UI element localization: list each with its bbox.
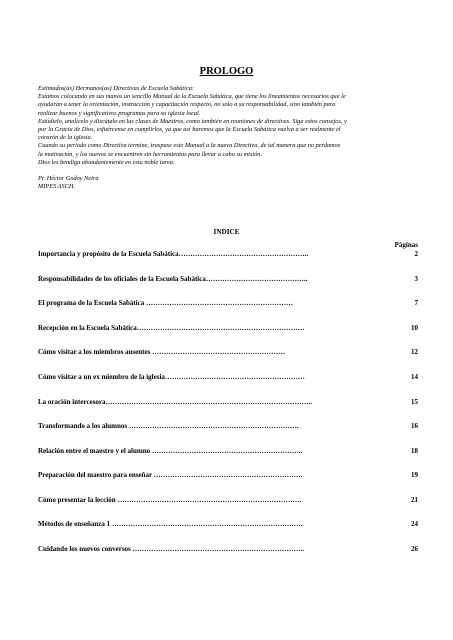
toc-entry-title: Preparación del maestro para enseñar ………………………………………………………. [38,471,303,479]
prologue-line: Dios les bendiga abundantemente en esta noble tarea. [38,158,175,166]
toc-entry-title: Recepción en la Escuela Sabática……………………………………………………………… [38,324,305,332]
toc-entry[interactable] [38,274,418,284]
prologue-line: la motivación, y los nuevos se encuentren sin herramientas para llevar a cabo su misión. [38,150,262,158]
toc-entry-title: Transformando a los alumnos ………………………………………………………………. [38,422,299,430]
toc-entry-page: 15 [411,398,418,406]
prologue-line: Estimados(as) Hermanos(as) Directivas de Escuela Sabática: [38,85,194,92]
toc-entry-page: 26 [411,545,418,553]
toc-entry-title: La oración intercesora…………………………………………………………………………….. [38,398,313,406]
toc-entry[interactable] [38,421,418,431]
toc-entry[interactable] [38,397,418,407]
toc-entry-page: 19 [411,471,418,479]
toc-entry-title: Métodos de enseñanza 1 ………………………………………………………………………. [38,520,303,528]
toc-entry-page: 18 [411,447,418,455]
toc-entry[interactable] [38,372,418,382]
toc-entry[interactable] [38,298,418,308]
toc-entry-title: Cómo visitar a los miembros ausentes ………………………………………………… [38,348,286,356]
toc-entry-title: Responsabilidades de los oficiales de la Escuela Sabática…………………………………….. [38,275,308,283]
toc-entry-title: El programa de la Escuela Sabática ……………………………………………………… [38,299,293,307]
toc-entry-page: 7 [414,299,418,307]
prologue-line: por la Gracia de Dios, esfuércense en cumplirlos, ya que así haremos que la Escuela Sabática vuelva a ser realmente el [38,126,341,134]
toc-entry[interactable] [38,544,418,554]
toc-entry-page: 21 [411,496,418,504]
toc-entry-page: 10 [411,324,418,332]
toc-entry-page: 24 [411,520,418,528]
prologue-line: ayudarán a tener la orientación, instrucción y capacitación respecto, no solo a su responsabilidad, sino también para [38,101,336,109]
toc-entry-title: Cuidando los nuevos conversos ……………………………………………………………….. [38,545,305,553]
toc-entry-title: Relación entre el maestro y el alumno ……………………………………………………….. [38,447,303,455]
prologue-line: Cuando su periodo como Directiva termine, traspase este Manual a la nueva Directiva, de tal manera que no perdamos [38,142,341,150]
signature-name: Pr. Héctor Godoy Neira [38,175,99,183]
toc-entry-page: 2 [414,250,418,258]
page-title: PROLOGO [199,66,254,77]
prologue-line: corazón de la iglesia. [38,134,93,142]
prologue-line: Estamos colocando en sus manos un sencillo Manual de la Escuela Sabática, que tiene los lineamientos necesarios que le [38,93,346,101]
toc-entry-page: 16 [411,422,418,430]
toc-entry-page: 3 [414,275,418,283]
pages-header: Páginas [394,241,418,249]
toc-entry[interactable] [38,495,418,505]
toc-entry[interactable] [38,347,418,357]
prologue-line: Estúdielo, analícelo y discútalo en las clases de Maestros, como también en reuniones de directivas. Siga estos consejos, y [38,117,347,125]
toc-entry[interactable] [38,470,418,480]
toc-entry-page: 14 [411,373,418,381]
prologue-text [38,85,420,191]
toc-entry-title: Cómo presentar la lección ……………………………………………………………………. [38,496,302,504]
toc-entry[interactable] [38,249,418,259]
index-title: INDICE [213,228,240,236]
signature-org: MIPES ASCH. [38,183,75,191]
toc-entry-title: Importancia y propósito de la Escuela Sabática……………………………………………….. [38,250,309,258]
prologue-line: realizar buenos y significativos programas para su iglesia local. [38,109,201,117]
toc-entry[interactable] [38,446,418,456]
toc-entry-page: 12 [411,348,418,356]
toc-entry[interactable] [38,519,418,529]
toc-entry[interactable] [38,323,418,333]
toc-entry-title: Cómo visitar a un ex miembro de la iglesia…………………………………………………… [38,373,305,381]
